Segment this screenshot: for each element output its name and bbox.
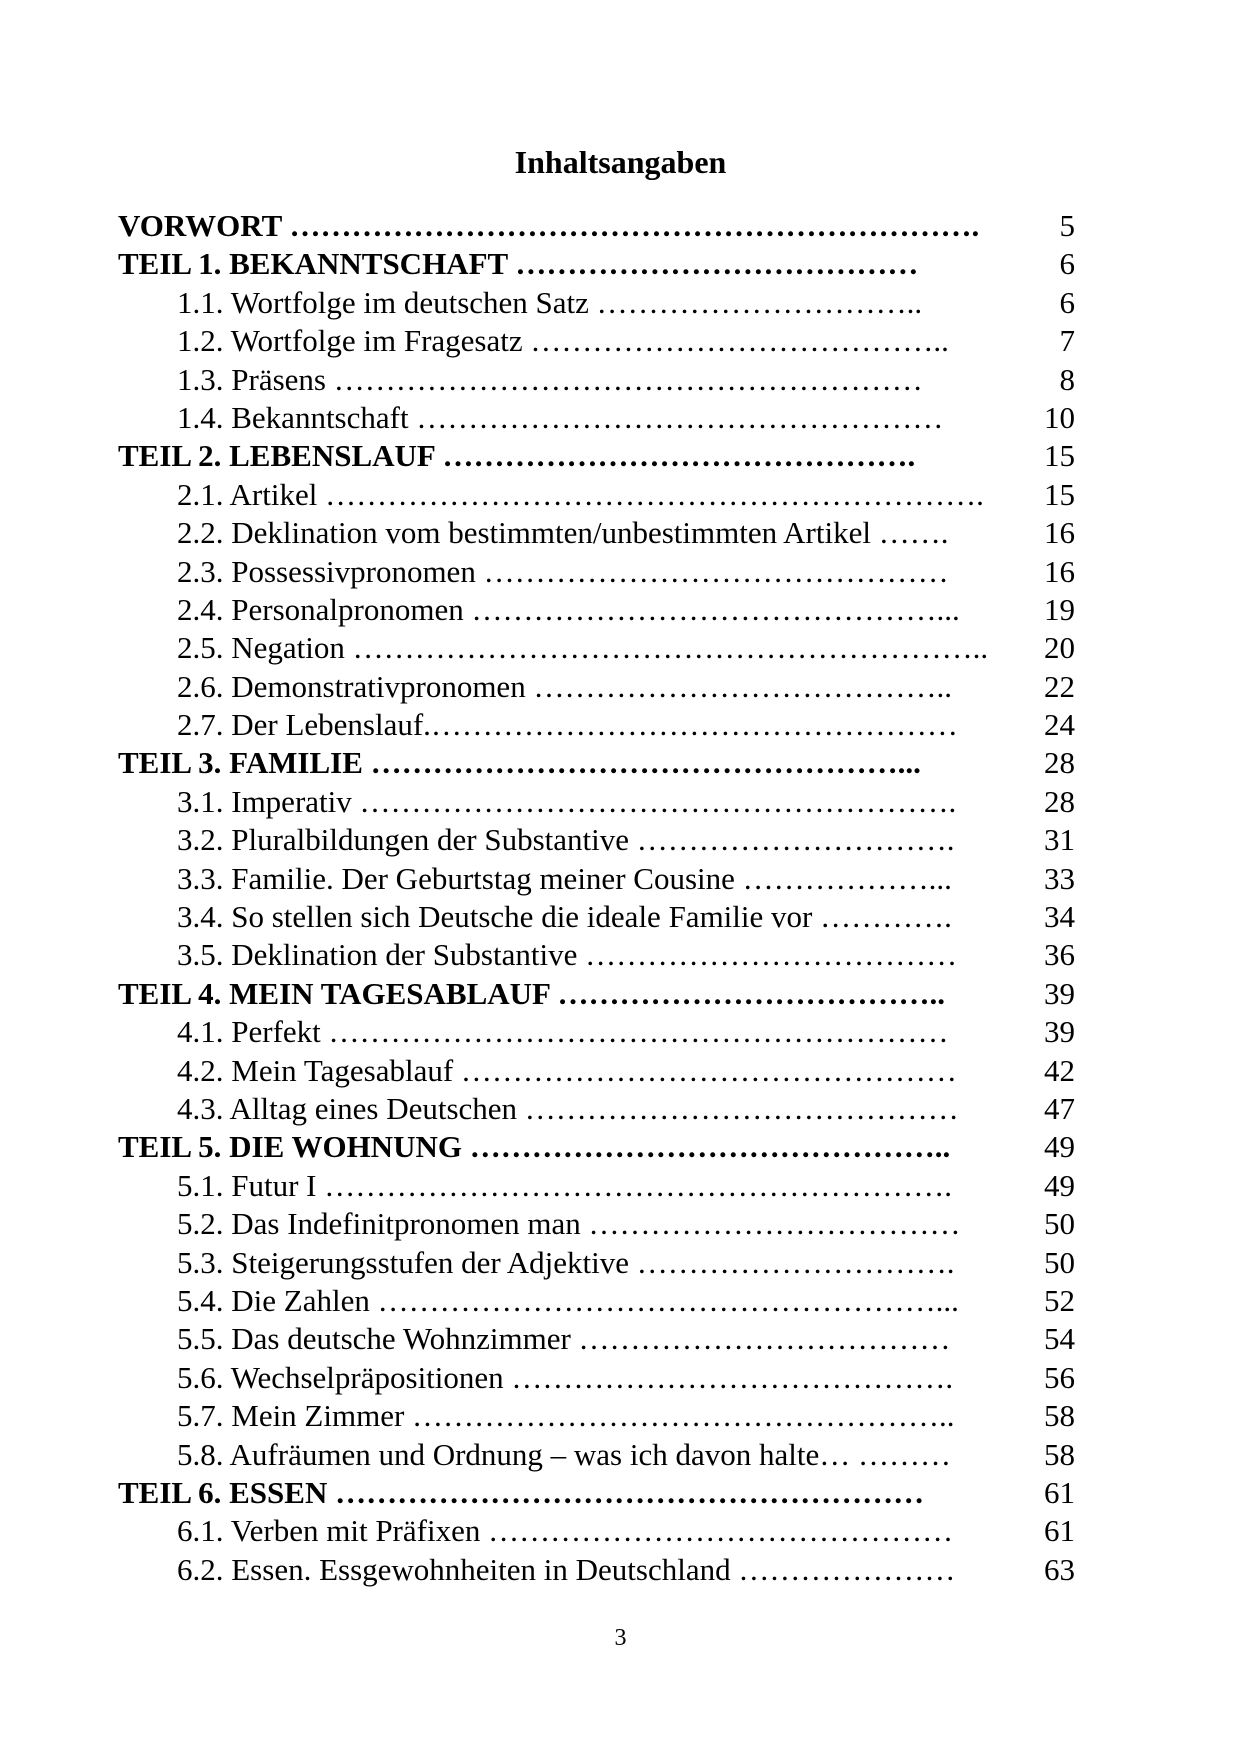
toc-entry-page: 24 [1044,707,1075,743]
toc-section-entry [0,1128,1241,1166]
toc-subsection-entry [0,476,1241,514]
toc-entry-title: 4.1. Perfekt …………………………………………………… [177,1014,949,1050]
toc-entry-page: 6 [1059,246,1075,282]
toc-entry-title: 3.4. So stellen sich Deutsche die ideale Familie vor …………. [177,899,952,935]
toc-subsection-entry [0,361,1241,399]
toc-section-entry [0,207,1241,245]
toc-entry-page: 20 [1044,630,1075,666]
toc-entry-title: 2.7. Der Lebenslauf.…………………………………………… [177,707,958,743]
toc-entry-page: 58 [1044,1436,1075,1472]
toc-entry-page: 63 [1044,1551,1075,1587]
toc-entry-title: 5.6. Wechselpräpositionen ……………………………………. [177,1359,954,1395]
toc-subsection-entry [0,1320,1241,1358]
toc-subsection-entry [0,1167,1241,1205]
toc-entry-page: 61 [1044,1474,1075,1510]
toc-entry-page: 42 [1044,1052,1075,1088]
toc-entry-title: 2.5. Negation …………………………………………………….. [177,630,989,666]
toc-subsection-entry [0,668,1241,706]
toc-entry-page: 39 [1044,975,1075,1011]
toc-entry-page: 36 [1044,937,1075,973]
toc-entry-title: 1.1. Wortfolge im deutschen Satz ………………………….. [177,284,923,320]
toc-entry-page: 56 [1044,1359,1075,1395]
toc-entry-page: 10 [1044,399,1075,435]
toc-subsection-entry [0,936,1241,974]
toc-entry-title: 5.3. Steigerungsstufen der Adjektive …………………………. [177,1244,955,1280]
toc-subsection-entry [0,1205,1241,1243]
toc-subsection-entry [0,1244,1241,1282]
toc-entry-page: 47 [1044,1090,1075,1126]
toc-entry-page: 33 [1044,860,1075,896]
toc-entry-title: 5.7. Mein Zimmer …………………………………………….. [177,1398,955,1434]
toc-entry-title: 1.3. Präsens ………………………………………………… [177,361,923,397]
toc-entry-page: 49 [1044,1129,1075,1165]
toc-section-entry [0,245,1241,283]
toc-subsection-entry [0,1551,1241,1589]
toc-entry-page: 49 [1044,1167,1075,1203]
toc-subsection-entry [0,783,1241,821]
toc-entry-title: 5.4. Die Zahlen ………………………………………………... [177,1282,959,1318]
toc-entry-title: 2.4. Personalpronomen ………………………………………... [177,591,960,627]
toc-entry-page: 52 [1044,1282,1075,1318]
toc-entry-page: 8 [1059,361,1075,397]
toc-entry-page: 58 [1044,1398,1075,1434]
toc-section-entry [0,975,1241,1013]
toc-section-entry [0,744,1241,782]
toc-entry-page: 5 [1059,208,1075,243]
toc-entry-page: 28 [1044,783,1075,819]
toc-subsection-entry [0,1436,1241,1474]
toc-entry-title: 2.1. Artikel ………………………………………………………. [177,476,984,512]
toc-entry-title: TEIL 4. MEIN TAGESABLAUF ……………………………….. [118,975,946,1011]
toc-subsection-entry [0,860,1241,898]
toc-subsection-entry [0,898,1241,936]
toc-entry-title: 2.6. Demonstrativpronomen ………………………………….. [177,668,952,704]
toc-entry-title: 6.2. Essen. Essgewohnheiten in Deutschland ………………… [177,1551,956,1587]
toc-entry-page: 28 [1044,745,1075,781]
toc-subsection-entry [0,1359,1241,1397]
toc-entry-title: 3.2. Pluralbildungen der Substantive …………………………. [177,822,955,858]
toc-entry-page: 54 [1044,1321,1075,1357]
toc-entry-page: 7 [1059,323,1075,359]
toc-entry-title: TEIL 2. LEBENSLAUF ………………………………………. [118,438,916,474]
toc-entry-title: 1.4. Bekanntschaft …………………………………………… [177,399,944,435]
toc-entry-title: 5.5. Das deutsche Wohnzimmer ……………………………… [177,1321,951,1357]
toc-entry-page: 6 [1059,284,1075,320]
toc-subsection-entry [0,514,1241,552]
toc-subsection-entry [0,1512,1241,1550]
toc-subsection-entry [0,1052,1241,1090]
toc-entry-title: TEIL 5. DIE WOHNUNG ……………………………………….. [118,1129,951,1165]
toc-entry-title: 3.5. Deklination der Substantive ……………………………… [177,937,958,973]
toc-entry-page: 16 [1044,515,1075,551]
toc-entry-title: 1.2. Wortfolge im Fragesatz ………………………………….. [177,323,949,359]
toc-subsection-entry [0,1013,1241,1051]
toc-entry-title: 2.2. Deklination vom bestimmten/unbestimmten Artikel ……. [177,515,949,551]
toc-entry-title: 5.2. Das Indefinitpronomen man ……………………………… [177,1206,961,1242]
toc-subsection-entry [0,706,1241,744]
toc-subsection-entry [0,399,1241,437]
toc-section-entry [0,1474,1241,1512]
toc-entry-page: 15 [1044,476,1075,512]
toc-subsection-entry [0,284,1241,322]
toc-entry-title: TEIL 1. BEKANNTSCHAFT ………………………………… [118,246,919,282]
toc-entry-page: 19 [1044,591,1075,627]
toc-entry-page: 34 [1044,899,1075,935]
page-title: Inhaltsangaben [514,144,727,180]
toc-entry-page: 22 [1044,668,1075,704]
toc-entry-title: 5.1. Futur I ……………………………………………………. [177,1167,952,1203]
toc-entry-title: 3.1. Imperativ …………………………………………………. [177,783,957,819]
toc-entry-title: VORWORT …………………………………………………………. [118,208,980,243]
toc-entry-page: 50 [1044,1206,1075,1242]
toc-entry-page: 16 [1044,553,1075,589]
toc-subsection-entry [0,821,1241,859]
toc-entry-title: TEIL 3. FAMILIE ……………………………………………... [118,745,921,781]
page-number: 3 [614,1625,627,1651]
toc-subsection-entry [0,1090,1241,1128]
toc-entry-title: 5.8. Aufräumen und Ordnung – was ich davon halte… ……… [177,1436,952,1472]
toc-entry-page: 15 [1044,438,1075,474]
toc-subsection-entry [0,322,1241,360]
toc-subsection-entry [0,1397,1241,1435]
toc-entry-title: 4.2. Mein Tagesablauf ………………………………………… [177,1052,957,1088]
toc-subsection-entry [0,629,1241,667]
toc-subsection-entry [0,553,1241,591]
toc-entry-title: 6.1. Verben mit Präfixen ……………………………………… [177,1513,954,1549]
toc-entry-title: 3.3. Familie. Der Geburtstag meiner Cousine ………………... [177,860,952,896]
table-of-contents [0,207,1241,1589]
toc-subsection-entry [0,1282,1241,1320]
toc-entry-page: 50 [1044,1244,1075,1280]
toc-entry-title: 4.3. Alltag eines Deutschen …………………………………… [177,1090,959,1126]
toc-entry-page: 31 [1044,822,1075,858]
toc-section-entry [0,437,1241,475]
toc-subsection-entry [0,591,1241,629]
toc-entry-page: 61 [1044,1513,1075,1549]
toc-entry-page: 39 [1044,1014,1075,1050]
toc-entry-title: TEIL 6. ESSEN ………………………………………………… [118,1474,925,1510]
toc-entry-title: 2.3. Possessivpronomen ……………………………………… [177,553,949,589]
